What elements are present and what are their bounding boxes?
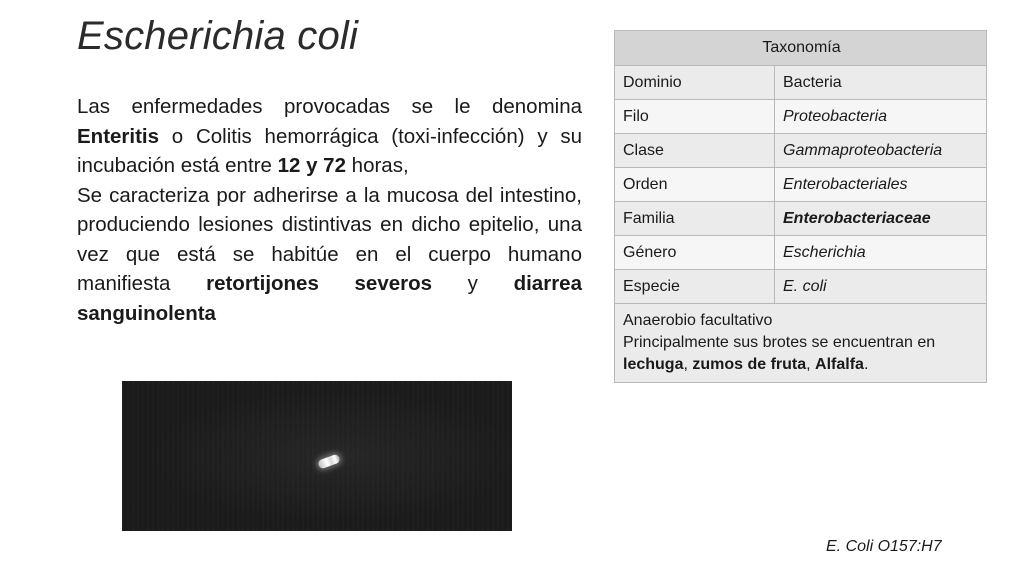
bold-symptom-diarrhea: diarrea sanguinolenta: [77, 272, 582, 325]
table-row: [615, 66, 987, 100]
microscope-video[interactable]: [122, 381, 512, 531]
paragraph-incubation: [77, 92, 582, 181]
image-caption: E. Coli O157:H7: [826, 538, 942, 555]
table-row: [615, 100, 987, 134]
body-text: [77, 92, 582, 328]
taxon-cell: Bacteria: [775, 66, 987, 100]
table-row: [615, 202, 987, 236]
taxonomy-header: Taxonomía: [615, 31, 987, 66]
table-row: [615, 134, 987, 168]
taxon-cell: Gammaproteobacteria: [775, 134, 987, 168]
table-row: [615, 236, 987, 270]
bold-enteritis: Enteritis: [77, 124, 160, 148]
food-lettuce: lechuga: [623, 356, 684, 373]
taxon-cell: Escherichia: [775, 236, 987, 270]
text-span: Las enfermedades provocadas se le denomina: [77, 95, 582, 118]
taxon-cell: Proteobacteria: [775, 100, 987, 134]
bold-incubation-hours: 12 y 72: [277, 154, 346, 177]
food-alfalfa: Alfalfa: [815, 356, 864, 373]
table-row-note: [615, 304, 987, 383]
table-row: [615, 270, 987, 304]
separator: ,: [683, 356, 693, 373]
slide-title: Escherichia coli: [77, 14, 359, 58]
rank-cell: Especie: [615, 270, 775, 304]
text-span: horas,: [345, 154, 409, 177]
food-fruit-juice: zumos de fruta: [692, 356, 807, 373]
paragraph-symptoms: [77, 181, 582, 329]
taxonomy-table: [614, 30, 987, 383]
text-span: y: [432, 272, 514, 295]
video-background: [122, 381, 512, 531]
taxon-cell: Enterobacteriaceae: [775, 202, 987, 236]
bold-symptom-cramps: retortijones severos: [206, 272, 433, 295]
text-span: o Colitis hemorrágica (toxi-infección) y su incubación está entre: [77, 124, 582, 177]
rank-cell: Orden: [615, 168, 775, 202]
separator: ,: [806, 356, 816, 373]
taxon-cell: E. coli: [775, 270, 987, 304]
note-line: Principalmente sus brotes se encuentran en: [623, 334, 936, 351]
rank-cell: Género: [615, 236, 775, 270]
rank-cell: Clase: [615, 134, 775, 168]
rank-cell: Filo: [615, 100, 775, 134]
note-line: Anaerobio facultativo: [623, 312, 773, 329]
habitat-note-cell: [615, 304, 987, 383]
taxon-cell: Enterobacteriales: [775, 168, 987, 202]
table-row: [615, 168, 987, 202]
rank-cell: Dominio: [615, 66, 775, 100]
text-span: Se caracteriza por adherirse a la mucosa del intestino, produciendo lesiones distintivas en dicho epitelio, una vez que está se habitúe en el cuerpo humano manifiesta: [77, 183, 582, 295]
rank-cell: Familia: [615, 202, 775, 236]
period: .: [863, 356, 869, 373]
